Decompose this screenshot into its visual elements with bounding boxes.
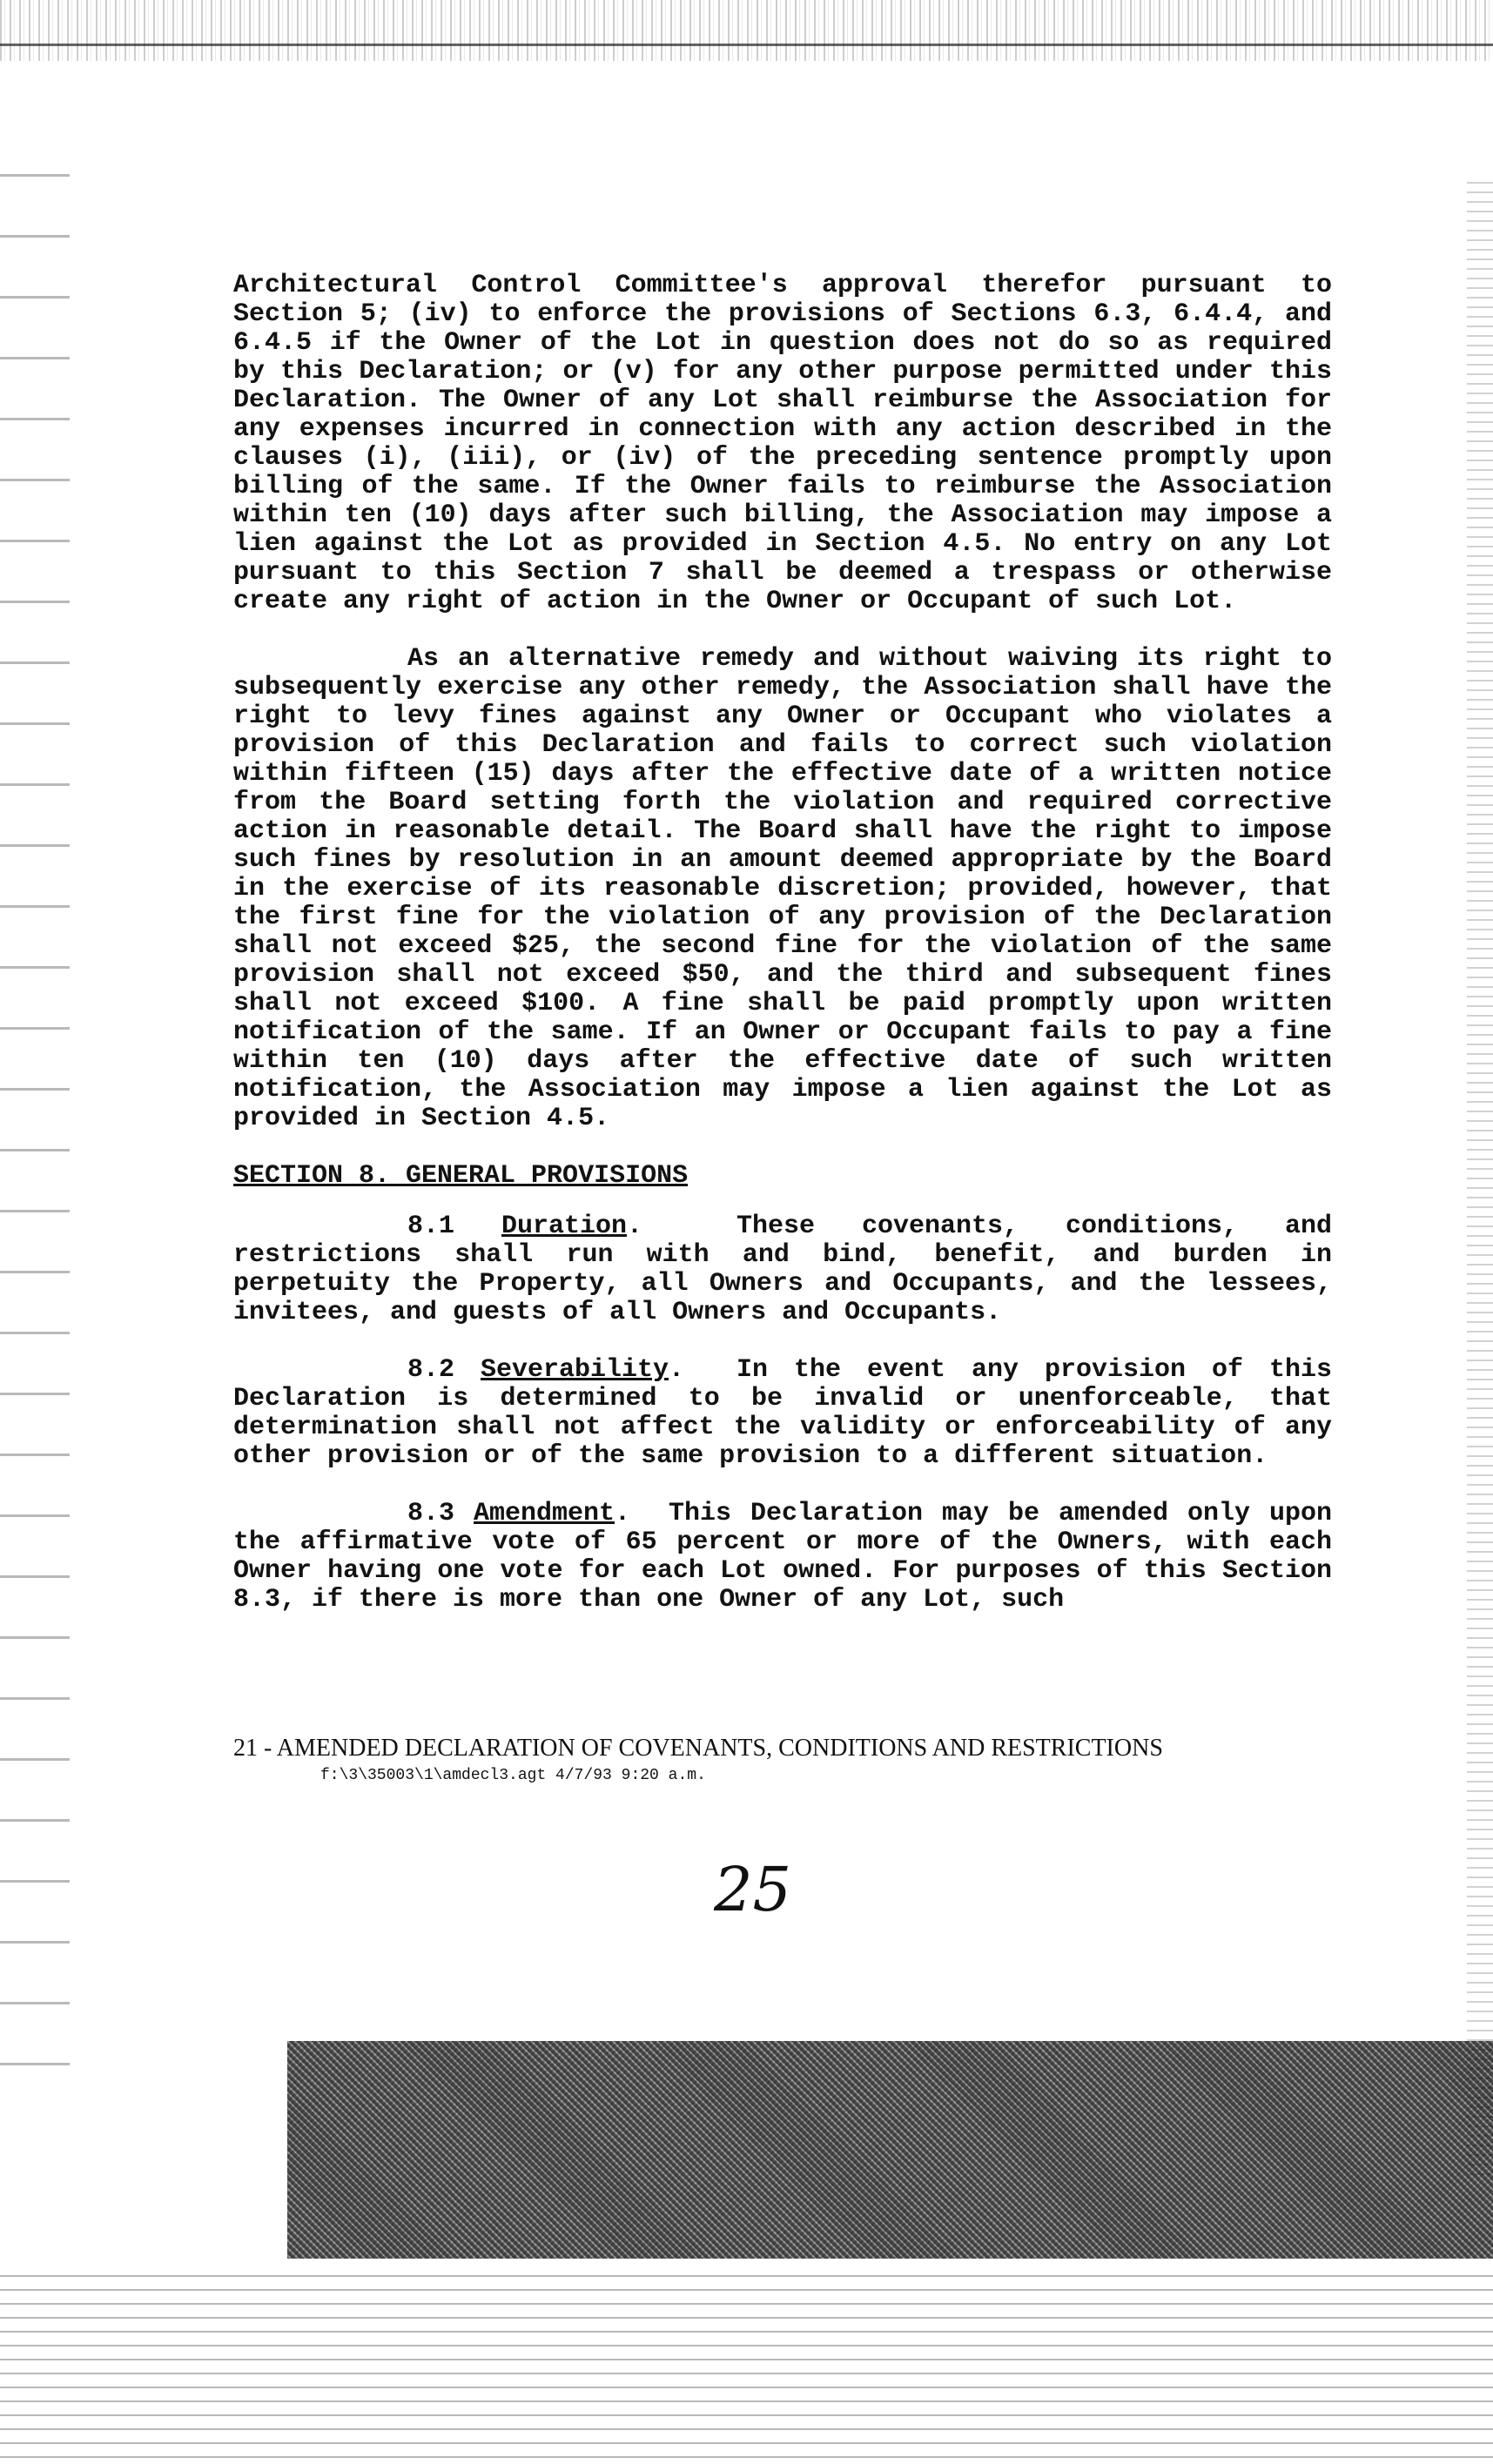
scan-artifact-bottom <box>287 2041 1493 2259</box>
paragraph-alternative-remedy: As an alternative remedy and without waiving its right to subsequently exercise any other remedy, the Association shall have the right to levy fines against any Owner or Occupant who violates a provision of this Declaration and fails to correct such violation within fifteen (15) days after the effective date of a written notice from the Board setting forth the violation and required corrective action in reasonable detail. The Board shall have the right to impose such fines by resolution in an amount deemed appropriate by the Board in the exercise of its reasonable discretion; provided, however, that the first fine for the violation of any provision of the Declaration shall not exceed $25, the second fine for the violation of the same provision shall not exceed $50, and the third and subsequent fines shall not exceed $100. A fine shall be paid promptly upon written notification of the same. If an Owner or Occupant fails to pay a fine within ten (10) days after the effective date of such written notification, the Association may impose a lien against the Lot as provided in Section 4.5. <box>233 644 1332 1133</box>
scan-margin-right <box>1467 174 1493 2176</box>
scan-noise-top <box>0 0 1493 61</box>
top-rule <box>0 44 1493 46</box>
section-heading: SECTION 8. GENERAL PROVISIONS <box>233 1161 689 1191</box>
subsection-title: Severability <box>481 1355 669 1385</box>
document-body <box>233 272 1332 1643</box>
subsection-title: Amendment <box>474 1499 615 1528</box>
subsection-8-1: 8.1 Duration. These covenants, conditions, and restrictions shall run with and bind, benefit, and burden in perpetuity the Property, all Owners and Occupants, and the lessees, invitees, and guests of all Owners and Occupants. <box>233 1212 1332 1327</box>
subsection-body: In the event any provision of this Declaration is determined to be invalid or unenforceable, that determination shall not affect the validity or enforceability of any other provision or of the same provision to a different situation. <box>233 1355 1332 1471</box>
subsection-number: 8.3 <box>407 1499 455 1528</box>
subsection-number: 8.2 <box>407 1355 455 1385</box>
footer-file-path: f:\3\35003\1\amdecl3.agt 4/7/93 9:20 a.m. <box>320 1767 706 1784</box>
subsection-body: These covenants, conditions, and restrictions shall run with and bind, benefit, and burden in perpetuity the Property, all Owners and Occupants, and the lessees, invitees, and guests of all Owners and Occupants. <box>233 1212 1332 1327</box>
paragraph-continuation: Architectural Control Committee's approval therefor pursuant to Section 5; (iv) to enforce the provisions of Sections 6.3, 6.4.4, and 6.4.5 if the Owner of the Lot in question does not do so as required by this Declaration; or (v) for any other purpose permitted under this Declaration. The Owner of any Lot shall reimburse the Association for any expenses incurred in connection with any action described in the clauses (i), (iii), or (iv) of the preceding sentence promptly upon billing of the same. If the Owner fails to reimburse the Association within ten (10) days after such billing, the Association may impose a lien against the Lot as provided in Section 4.5. No entry on any Lot pursuant to this Section 7 shall be deemed a trespass or otherwise create any right of action in the Owner or Occupant of such Lot. <box>233 271 1332 616</box>
subsection-body: This Declaration may be amended only upon the affirmative vote of 65 percent or more of the Owners, with each Owner having one vote for each Lot owned. For purposes of this Section 8.3, if there is more than one Owner of any Lot, such <box>233 1499 1332 1615</box>
subsection-8-3: 8.3 Amendment. This Declaration may be amended only upon the affirmative vote of 65 percent or more of the Owners, with each Owner having one vote for each Lot owned. For purposes of this Section 8.3, if there is more than one Owner of any Lot, such <box>233 1499 1332 1615</box>
subsection-number: 8.1 <box>407 1212 455 1241</box>
scan-lines-bottom <box>0 2263 1493 2464</box>
document-footer: 21 - AMENDED DECLARATION OF COVENANTS, CONDITIONS AND RESTRICTIONS <box>233 1735 1163 1762</box>
handwritten-page-number: 25 <box>714 1854 792 1925</box>
subsection-title: Duration <box>501 1212 628 1241</box>
subsection-8-2: 8.2 Severability. In the event any provision of this Declaration is determined to be invalid or unenforceable, that determination shall not affect the validity or enforceability of any other provision or of the same provision to a different situation. <box>233 1355 1332 1471</box>
scan-margin-left <box>0 148 70 2106</box>
